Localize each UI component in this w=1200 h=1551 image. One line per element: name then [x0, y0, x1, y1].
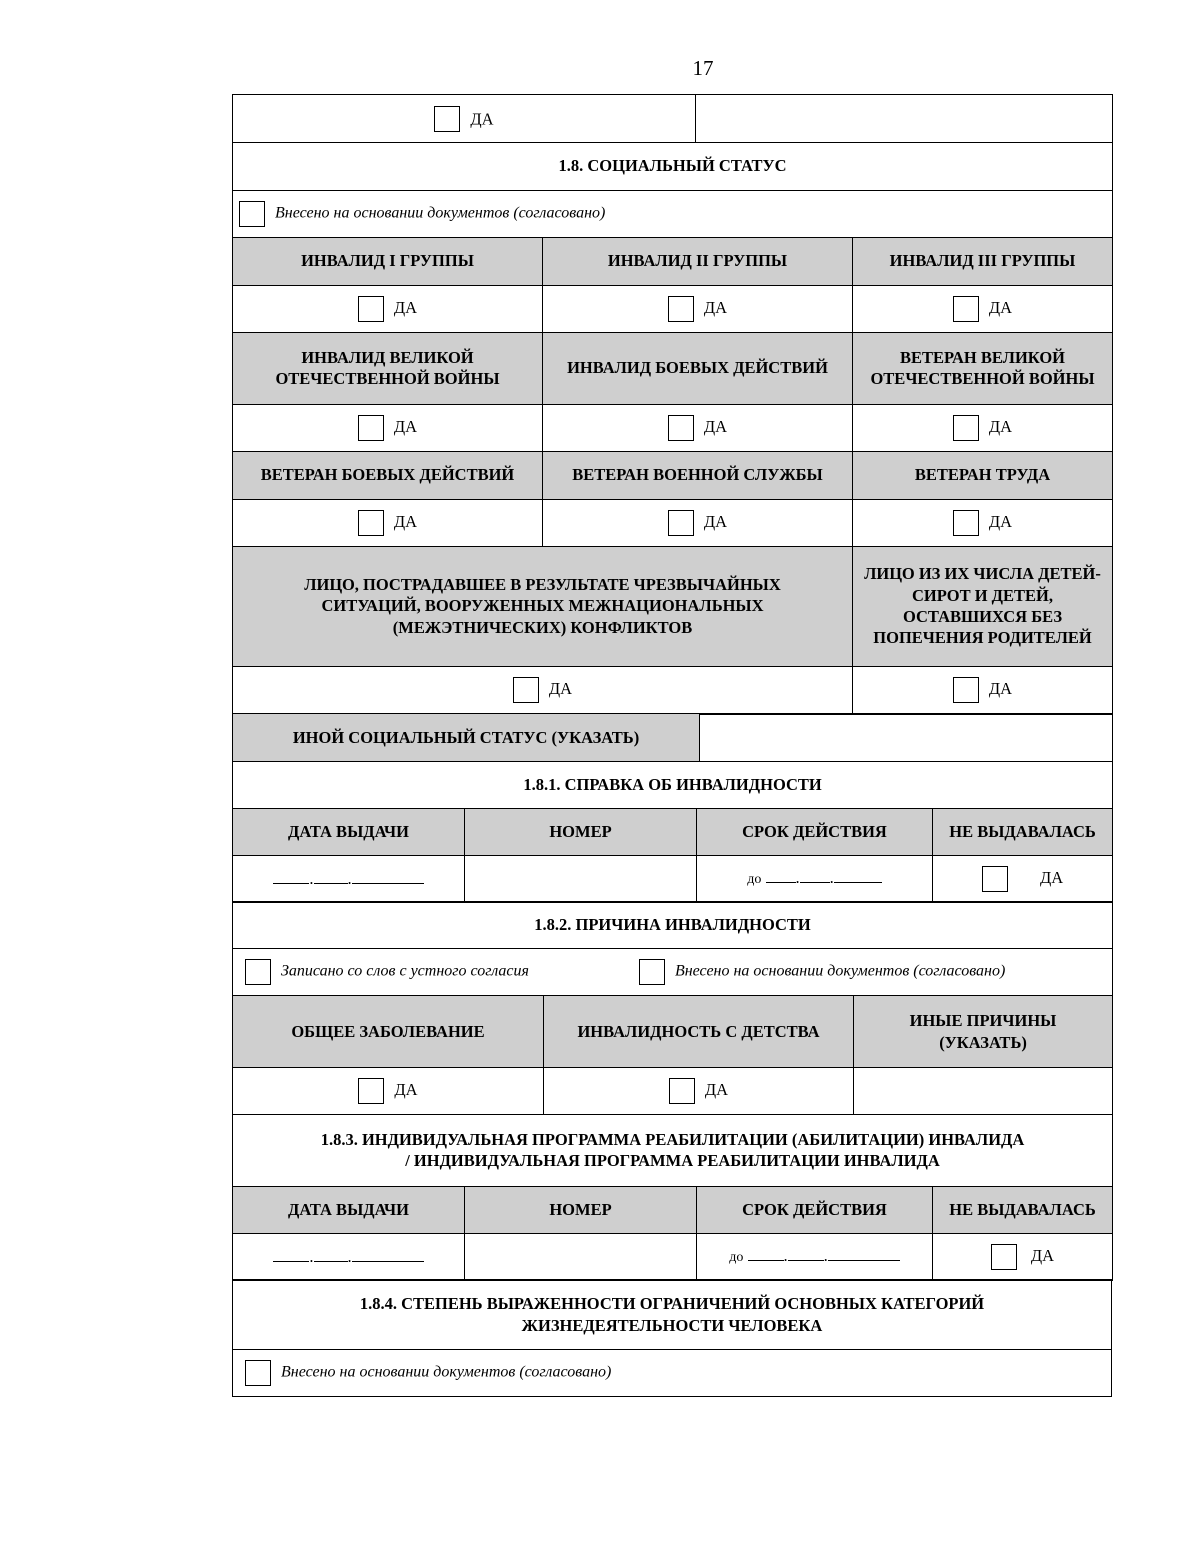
header-other-status: ИНОЙ СОЦИАЛЬНЫЙ СТАТУС (УКАЗАТЬ) [233, 714, 700, 762]
orphans-checkbox[interactable] [953, 677, 979, 703]
yes-cell [933, 1233, 1113, 1280]
header-emergency-victim: ЛИЦО, ПОСТРАДАВШЕЕ В РЕЗУЛЬТАТЕ ЧРЕЗВЫЧАЙНЫХ СИТУАЦИЙ, ВООРУЖЕННЫХ МЕЖНАЦИОНАЛЬНЫХ (МЕЖЭТНИЧЕСКИХ) КОНФЛИКТОВ [233, 546, 853, 666]
basis-note-row [233, 1350, 1112, 1397]
header-general-disease: ОБЩЕЕ ЗАБОЛЕВАНИЕ [233, 996, 544, 1068]
yes-label: ДА [470, 108, 494, 128]
header-veteran-military: ВЕТЕРАН ВОЕННОЙ СЛУЖБЫ [543, 451, 853, 499]
yes-label: ДА [703, 511, 728, 531]
general-disease-checkbox[interactable] [358, 1078, 384, 1104]
header-disabled-group-1: ИНВАЛИД I ГРУППЫ [233, 237, 543, 285]
header-orphans: ЛИЦО ИЗ ИХ ЧИСЛА ДЕТЕЙ-СИРОТ И ДЕТЕЙ, ОСТАВШИХСЯ БЕЗ ПОПЕЧЕНИЯ РОДИТЕЛЕЙ [853, 546, 1113, 666]
until-label: до [729, 1250, 744, 1266]
header-veteran-labor: ВЕТЕРАН ТРУДА [853, 451, 1113, 499]
yes-label: ДА [393, 297, 418, 317]
header-issue-date: ДАТА ВЫДАЧИ [233, 808, 465, 855]
yes-label: ДА [393, 511, 418, 531]
section-title-certificate: 1.8.1. СПРАВКА ОБ ИНВАЛИДНОСТИ [233, 761, 1113, 808]
social-status-table [232, 142, 1113, 715]
basis-note: Внесено на основании документов (согласовано) [275, 204, 606, 222]
yes-cell [543, 285, 853, 332]
yes-label: ДА [394, 1079, 418, 1099]
header-veteran-ww2: ВЕТЕРАН ВЕЛИКОЙ ОТЕЧЕСТВЕННОЙ ВОЙНЫ [853, 332, 1113, 404]
header-issue-date: ДАТА ВЫДАЧИ [233, 1186, 465, 1233]
veteran-labor-checkbox[interactable] [953, 510, 979, 536]
validity-field[interactable]: до . . [697, 855, 933, 902]
rehab-title-line2: / ИНДИВИДУАЛЬНАЯ ПРОГРАММА РЕАБИЛИТАЦИИ ИНВАЛИДА [405, 1151, 940, 1170]
verbal-note: Записано со слов с устного согласия [281, 962, 529, 980]
basis-note-row [233, 190, 1113, 237]
header-disabled-group-3: ИНВАЛИД III ГРУППЫ [853, 237, 1113, 285]
header-childhood-disability: ИНВАЛИДНОСТЬ С ДЕТСТВА [544, 996, 854, 1068]
basis-checkbox[interactable] [245, 1360, 271, 1386]
section-title-cause: 1.8.2. ПРИЧИНА ИНВАЛИДНОСТИ [233, 902, 1113, 949]
header-not-issued: НЕ ВЫДАВАЛАСЬ [933, 1186, 1113, 1233]
yes-label: ДА [393, 416, 418, 436]
yes-cell [853, 499, 1113, 546]
basis-note: Внесено на основании документов (согласовано) [674, 962, 1006, 980]
issue-date-field[interactable]: . . [233, 1233, 465, 1280]
yes-label: ДА [988, 511, 1013, 531]
number-field[interactable] [465, 855, 697, 902]
rehab-title-line1: 1.8.3. ИНДИВИДУАЛЬНАЯ ПРОГРАММА РЕАБИЛИТАЦИИ (АБИЛИТАЦИИ) ИНВАЛИДА [320, 1129, 1025, 1149]
yes-cell [233, 404, 543, 451]
header-veteran-combat: ВЕТЕРАН БОЕВЫХ ДЕЙСТВИЙ [233, 451, 543, 499]
page-number: 17 [692, 56, 714, 80]
limitations-title-line1: 1.8.4. СТЕПЕНЬ ВЫРАЖЕННОСТИ ОГРАНИЧЕНИЙ ОСНОВНЫХ КАТЕГОРИЙ [359, 1294, 985, 1314]
veteran-ww2-checkbox[interactable] [953, 415, 979, 441]
yes-cell [933, 855, 1113, 902]
header-disabled-ww2: ИНВАЛИД ВЕЛИКОЙ ОТЕЧЕСТВЕННОЙ ВОЙНЫ [233, 332, 543, 404]
disabled-combat-checkbox[interactable] [668, 415, 694, 441]
yes-label: ДА [988, 416, 1013, 436]
rehab-not-issued-checkbox[interactable] [991, 1244, 1017, 1270]
yes-cell [233, 499, 543, 546]
header-validity: СРОК ДЕЙСТВИЯ [697, 808, 933, 855]
disabled-group-1-checkbox[interactable] [358, 296, 384, 322]
certificate-not-issued-checkbox[interactable] [982, 866, 1008, 892]
yes-label: ДА [548, 678, 573, 698]
yes-cell [233, 1068, 544, 1115]
veteran-combat-checkbox[interactable] [358, 510, 384, 536]
yes-cell [233, 285, 543, 332]
social-status-form [232, 94, 1112, 1397]
disability-certificate-table [232, 761, 1113, 903]
rehab-program-table [232, 1114, 1113, 1281]
other-causes-input[interactable] [854, 1068, 1113, 1115]
disabled-ww2-checkbox[interactable] [358, 415, 384, 441]
basis-checkbox[interactable] [639, 959, 665, 985]
yes-cell [853, 666, 1113, 714]
limitations-table [232, 1279, 1112, 1397]
issue-date-field[interactable]: . . [233, 855, 465, 902]
header-validity: СРОК ДЕЙСТВИЯ [697, 1186, 933, 1233]
header-not-issued: НЕ ВЫДАВАЛАСЬ [933, 808, 1113, 855]
yes-label: ДА [1039, 867, 1064, 887]
section-title-social-status: 1.8. СОЦИАЛЬНЫЙ СТАТУС [233, 142, 1113, 190]
top-yes-checkbox[interactable] [434, 106, 460, 132]
yes-cell [853, 285, 1113, 332]
yes-label: ДА [703, 416, 728, 436]
cause-source-row [233, 949, 1113, 996]
number-field[interactable] [465, 1233, 697, 1280]
header-disabled-combat: ИНВАЛИД БОЕВЫХ ДЕЙСТВИЙ [543, 332, 853, 404]
header-other-causes: ИНЫЕ ПРИЧИНЫ (УКАЗАТЬ) [854, 996, 1113, 1068]
disabled-group-3-checkbox[interactable] [953, 296, 979, 322]
emergency-victim-checkbox[interactable] [513, 677, 539, 703]
section-title-limitations [233, 1280, 1112, 1350]
childhood-disability-checkbox[interactable] [669, 1078, 695, 1104]
yes-cell [853, 404, 1113, 451]
section-title-rehab [233, 1114, 1113, 1186]
other-status-table [232, 713, 1113, 762]
basis-note: Внесено на основании документов (согласовано) [281, 1363, 612, 1381]
yes-cell [233, 666, 853, 714]
yes-label: ДА [988, 678, 1013, 698]
until-label: до [747, 872, 762, 888]
other-status-input[interactable] [700, 714, 1113, 762]
veteran-military-checkbox[interactable] [668, 510, 694, 536]
disability-cause-table [232, 901, 1113, 1115]
yes-label: ДА [704, 1079, 729, 1099]
verbal-consent-checkbox[interactable] [245, 959, 271, 985]
header-number: НОМЕР [465, 808, 697, 855]
yes-label: ДА [988, 297, 1013, 317]
yes-cell [543, 404, 853, 451]
top-yes-cell [233, 95, 696, 143]
yes-cell [543, 499, 853, 546]
top-empty-cell[interactable] [696, 95, 1113, 143]
header-disabled-group-2: ИНВАЛИД II ГРУППЫ [543, 237, 853, 285]
header-number: НОМЕР [465, 1186, 697, 1233]
basis-checkbox[interactable] [239, 201, 265, 227]
yes-label: ДА [1030, 1245, 1055, 1265]
disabled-group-2-checkbox[interactable] [668, 296, 694, 322]
yes-cell [544, 1068, 854, 1115]
yes-label: ДА [703, 297, 728, 317]
validity-field[interactable]: до . . [697, 1233, 933, 1280]
limitations-title-line2: ЖИЗНЕДЕЯТЕЛЬНОСТИ ЧЕЛОВЕКА [521, 1315, 823, 1335]
top-yes-table [232, 94, 1113, 143]
